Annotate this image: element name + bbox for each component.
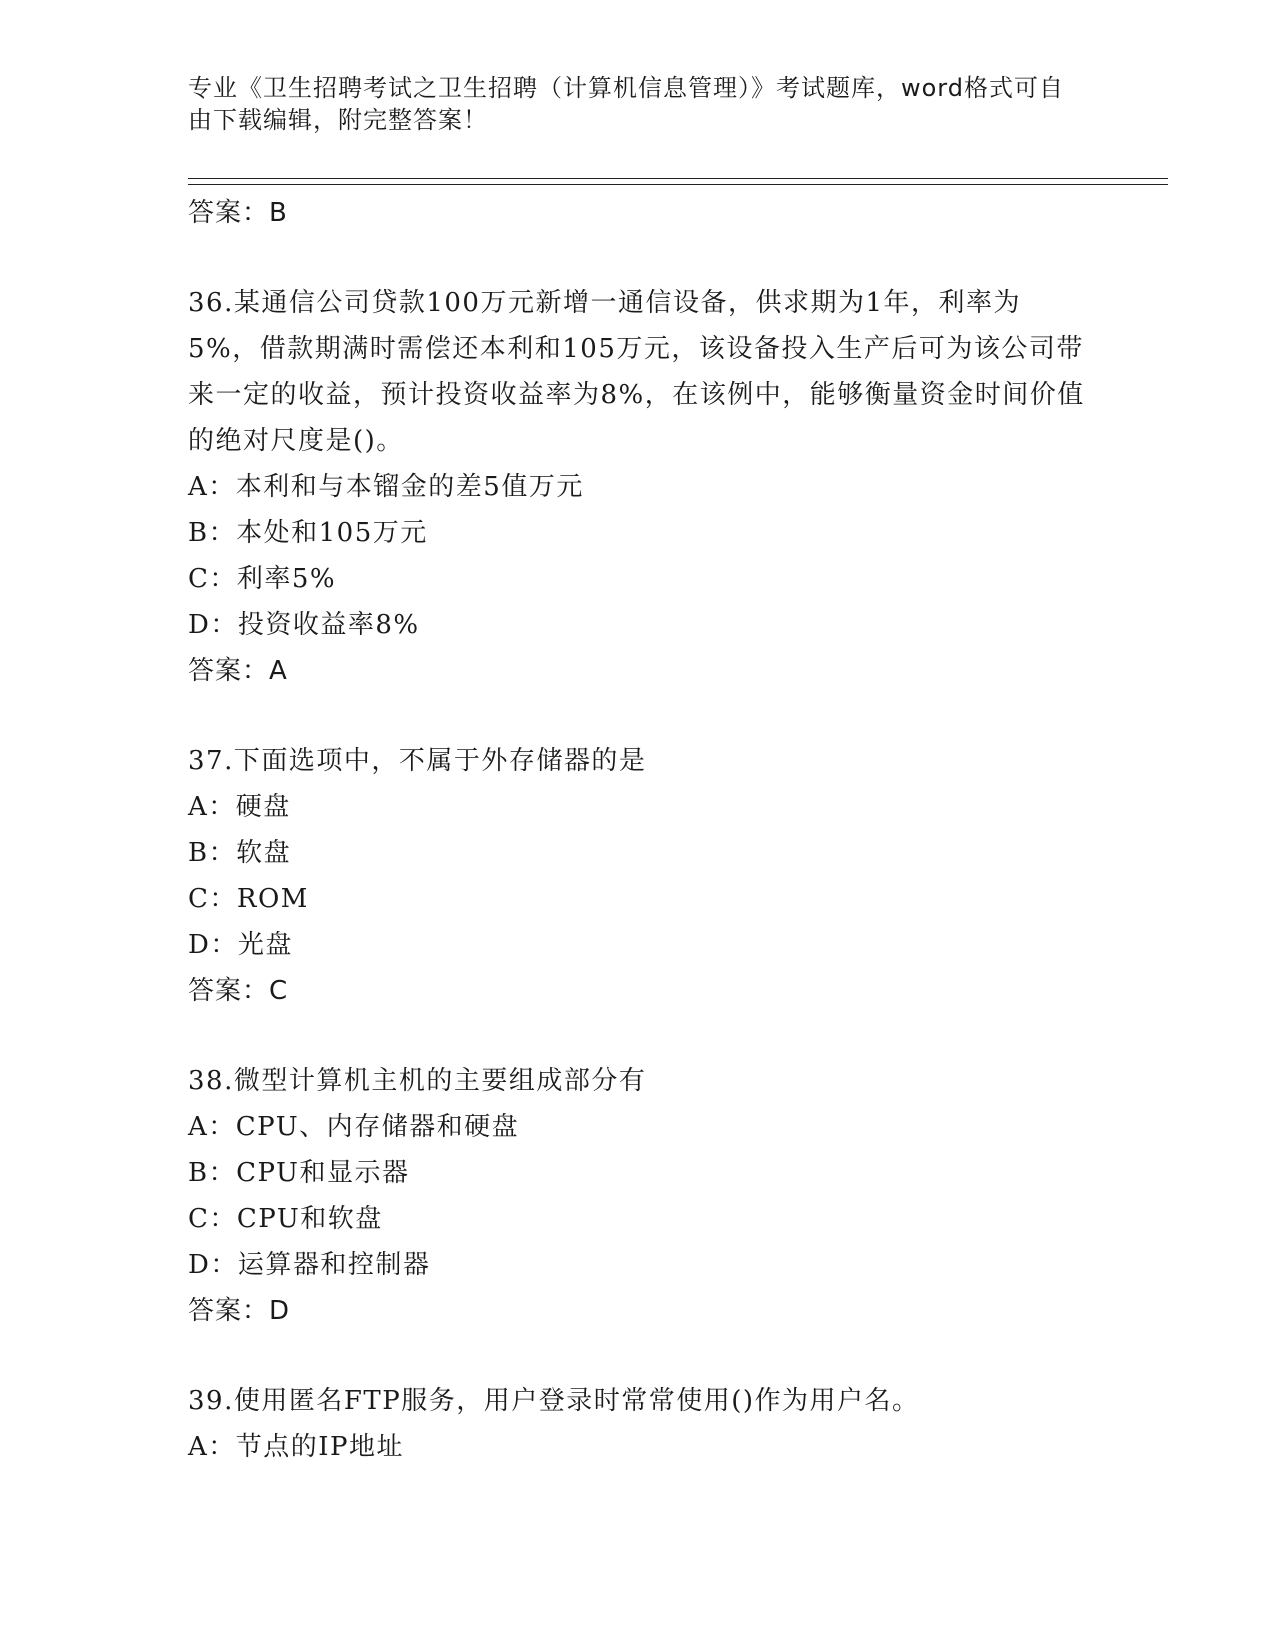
option-c: C：ROM bbox=[188, 884, 309, 914]
option-d: D：光盘 bbox=[188, 930, 293, 960]
option-a: A：CPU、内存储器和硬盘 bbox=[188, 1112, 520, 1142]
option-c: C：利率5% bbox=[188, 564, 337, 594]
header-divider bbox=[188, 178, 1168, 179]
option-a: A：节点的IP地址 bbox=[188, 1432, 405, 1462]
answer: 答案：C bbox=[188, 976, 289, 1006]
page-header: 专业《卫生招聘考试之卫生招聘（计算机信息管理）》考试题库，word格式可自由下载编辑，附完整答案！ bbox=[188, 74, 1064, 134]
question-list bbox=[188, 190, 1088, 1470]
question-36 bbox=[188, 280, 1088, 694]
option-d: D：投资收益率8% bbox=[188, 610, 420, 640]
question-38 bbox=[188, 1058, 1088, 1334]
option-c: C：CPU和软盘 bbox=[188, 1204, 383, 1234]
question-37 bbox=[188, 738, 1088, 1014]
answer: 答案：D bbox=[188, 1296, 291, 1326]
option-a: A：本利和与本镏金的差5值万元 bbox=[188, 472, 584, 502]
previous-answer: 答案：B bbox=[188, 198, 288, 228]
answer: 答案：A bbox=[188, 656, 288, 686]
option-d: D：运算器和控制器 bbox=[188, 1250, 431, 1280]
option-b: B：CPU和显示器 bbox=[188, 1158, 410, 1188]
option-b: B：本处和105万元 bbox=[188, 518, 428, 548]
header-divider-secondary bbox=[188, 184, 1168, 185]
question-text: 37.下面选项中，不属于外存储器的是 bbox=[188, 746, 647, 776]
option-a: A：硬盘 bbox=[188, 792, 291, 822]
option-b: B：软盘 bbox=[188, 838, 292, 868]
question-text: 36.某通信公司贷款100万元新增一通信设备，供求期为1年，利率为5%，借款期满时需偿还本利和105万元，该设备投入生产后可为该公司带来一定的收益，预计投资收益率为8%，在该例中，能够衡量资金时间价值的绝对尺度是()。 bbox=[188, 288, 1085, 456]
question-text: 39.使用匿名FTP服务，用户登录时常常使用()作为用户名。 bbox=[188, 1386, 920, 1416]
question-text: 38.微型计算机主机的主要组成部分有 bbox=[188, 1066, 647, 1096]
question-39 bbox=[188, 1378, 1088, 1470]
